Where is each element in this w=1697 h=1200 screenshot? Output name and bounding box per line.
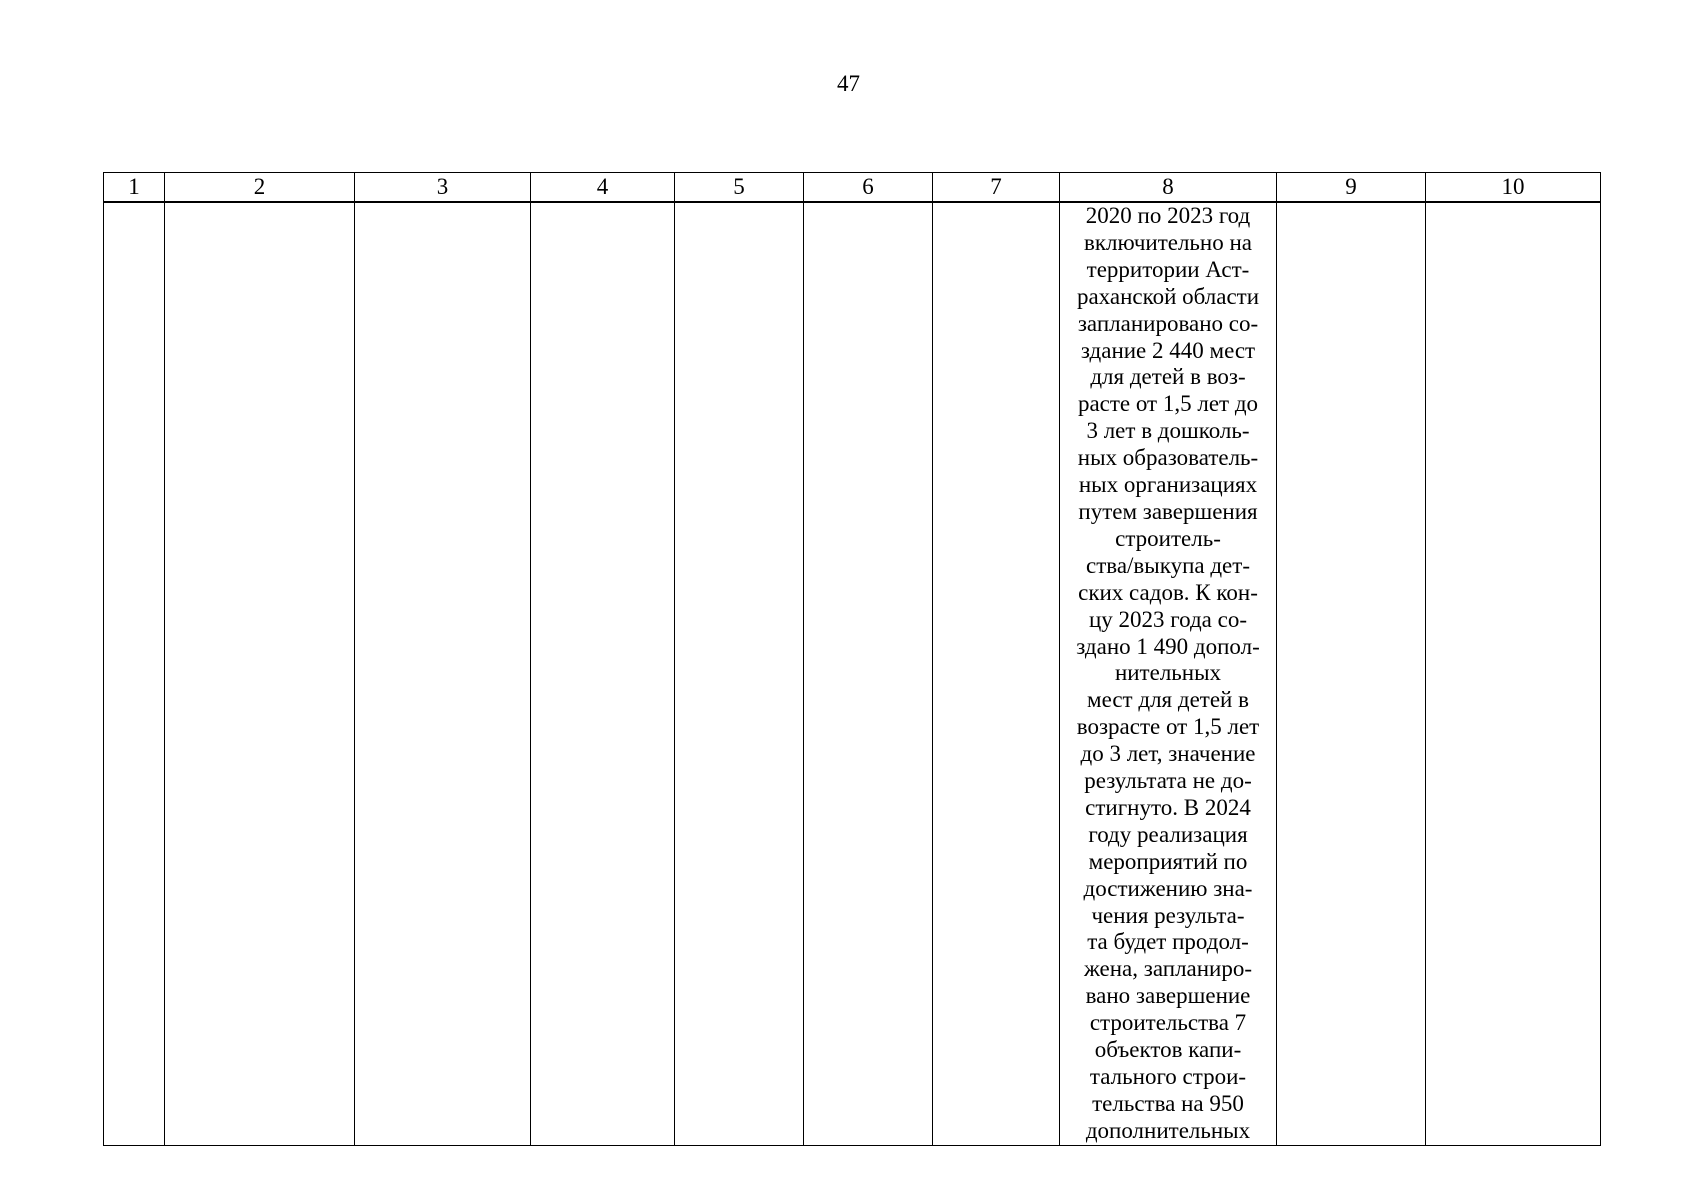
column-8-text <box>1060 203 1276 1145</box>
cell-col-7 <box>933 202 1060 1145</box>
page-number: 47 <box>837 71 860 96</box>
text-line: та будет продол- <box>1087 929 1249 955</box>
data-table <box>103 172 1601 1146</box>
cell-col-4 <box>531 202 675 1145</box>
cell-col-1 <box>104 202 165 1145</box>
text-line: достижению зна- <box>1083 875 1253 901</box>
cell-col-5 <box>675 202 804 1145</box>
column-header-3: 3 <box>355 173 531 203</box>
column-header-6: 6 <box>804 173 933 203</box>
text-line: тельства на 950 <box>1092 1090 1244 1116</box>
text-line: 3 лет в дошколь- <box>1086 418 1250 444</box>
text-line: до 3 лет, значение <box>1080 741 1256 767</box>
text-line: раханской области <box>1076 283 1260 309</box>
text-line: мест для детей в <box>1087 687 1249 713</box>
cell-col-10 <box>1426 202 1601 1145</box>
table-row <box>104 202 1601 1145</box>
text-line: строительства 7 <box>1089 1010 1247 1036</box>
header-row <box>104 173 1601 203</box>
cell-col-3 <box>355 202 531 1145</box>
text-line: ных образователь- <box>1077 445 1259 471</box>
cell-col-8 <box>1060 202 1277 1145</box>
text-line: расте от 1,5 лет до <box>1077 391 1259 417</box>
text-line: ства/выкупа дет- <box>1086 552 1250 578</box>
text-line: запланировано со- <box>1077 310 1259 336</box>
text-line: для детей в воз- <box>1090 364 1246 390</box>
text-line: путем завершения <box>1078 498 1258 524</box>
text-line: ных организациях <box>1078 472 1258 498</box>
text-line: здано 1 490 допол- <box>1076 633 1260 659</box>
cell-col-6 <box>804 202 933 1145</box>
column-header-7: 7 <box>933 173 1060 203</box>
text-line: нительных <box>1114 660 1222 686</box>
text-line: результата не до- <box>1084 768 1252 794</box>
text-line: дополнительных <box>1085 1117 1251 1143</box>
column-header-10: 10 <box>1426 173 1601 203</box>
text-line: включительно на <box>1084 229 1252 255</box>
text-line: мероприятий по <box>1088 848 1248 874</box>
column-header-5: 5 <box>675 173 804 203</box>
column-header-2: 2 <box>165 173 355 203</box>
column-header-9: 9 <box>1277 173 1426 203</box>
cell-col-2 <box>165 202 355 1145</box>
text-line: тального строи- <box>1089 1064 1247 1089</box>
text-line: чения результа- <box>1091 902 1245 928</box>
column-header-1: 1 <box>104 173 165 203</box>
text-line: вано завершение <box>1085 983 1251 1009</box>
cell-col-9 <box>1277 202 1426 1145</box>
text-line: стигнуто. В 2024 <box>1085 794 1251 820</box>
text-line: жена, запланиро- <box>1083 956 1253 982</box>
text-line: территории Аст- <box>1086 256 1250 282</box>
text-line: возрасте от 1,5 лет <box>1076 714 1260 740</box>
text-line: году реализация <box>1088 821 1248 847</box>
text-line: здание 2 440 мест <box>1080 337 1256 363</box>
column-header-8: 8 <box>1060 173 1277 203</box>
column-header-4: 4 <box>531 173 675 203</box>
text-line: строитель- <box>1115 525 1221 551</box>
text-line: цу 2023 года со- <box>1088 606 1248 632</box>
text-line: ских садов. К кон- <box>1078 579 1258 605</box>
text-line: 2020 по 2023 год <box>1085 203 1251 228</box>
text-line: объектов капи- <box>1094 1037 1242 1063</box>
